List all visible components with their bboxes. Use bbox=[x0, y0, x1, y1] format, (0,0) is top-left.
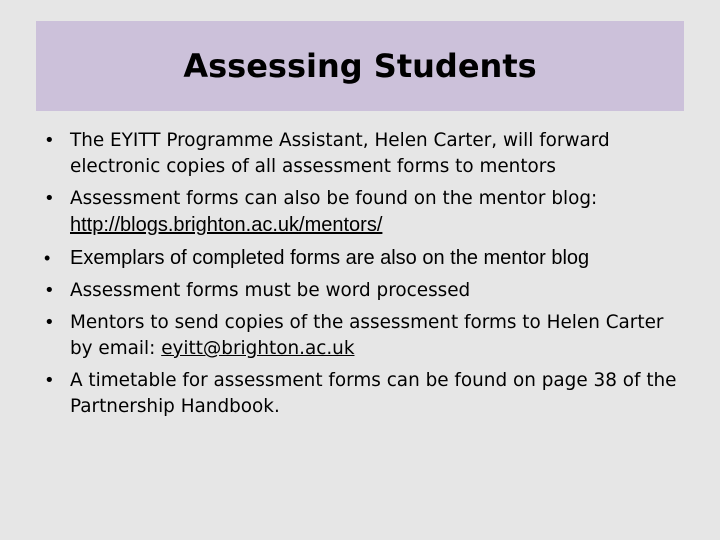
title-band bbox=[36, 21, 684, 111]
bullet-text: The EYITT Programme Assistant, Helen Carter, will forward electronic copies of all assessment forms to mentors bbox=[70, 130, 610, 177]
bullet-item-timetable bbox=[40, 368, 682, 420]
bullet-text: Assessment forms can also be found on the mentor blog: bbox=[70, 188, 598, 209]
bullet-dot-icon: • bbox=[44, 188, 55, 209]
bullet-dot-icon: • bbox=[44, 370, 55, 391]
bullet-item-send-copies bbox=[40, 310, 682, 362]
bullet-dot-icon: • bbox=[44, 312, 55, 333]
bullet-text: A timetable for assessment forms can be found on page 38 of the Partnership Handbook. bbox=[70, 370, 677, 417]
bullet-text: Exemplars of completed forms are also on the mentor blog bbox=[70, 247, 590, 269]
bullet-list bbox=[40, 128, 682, 426]
bullet-text: Assessment forms must be word processed bbox=[70, 280, 471, 301]
bullet-item-exemplars bbox=[40, 245, 682, 272]
bullet-dot-icon: • bbox=[44, 280, 55, 301]
bullet-dot-icon: • bbox=[44, 248, 51, 268]
slide-title: Assessing Students bbox=[183, 47, 537, 85]
mentor-blog-link[interactable]: http://blogs.brighton.ac.uk/mentors/ bbox=[70, 214, 383, 236]
bullet-item-forward-forms bbox=[40, 128, 682, 180]
email-link[interactable]: eyitt@brighton.ac.uk bbox=[161, 338, 355, 359]
bullet-text: Mentors to send copies of the assessment forms to Helen Carter by email: bbox=[70, 312, 664, 359]
bullet-item-word-processed bbox=[40, 278, 682, 304]
bullet-dot-icon: • bbox=[44, 130, 55, 151]
bullet-item-mentor-blog bbox=[40, 186, 682, 239]
